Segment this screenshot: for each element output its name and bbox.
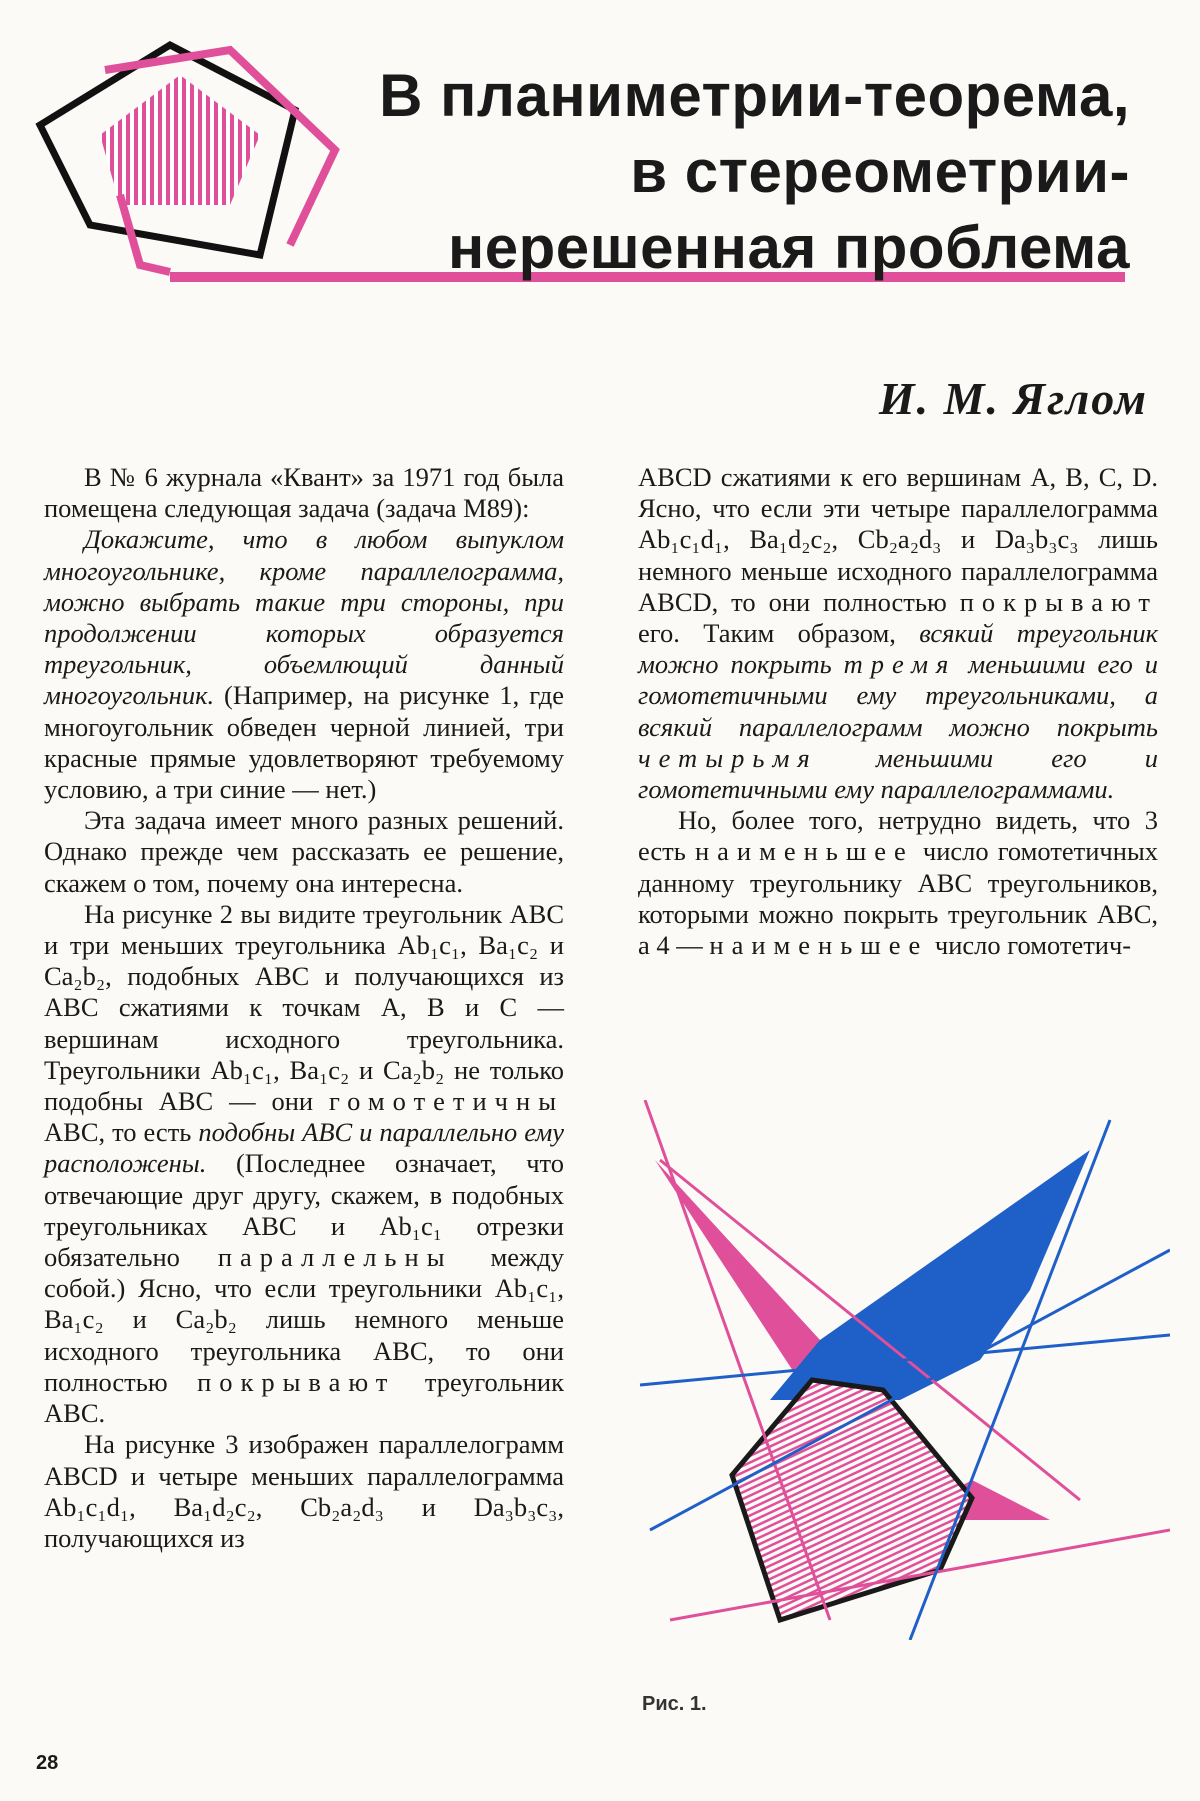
emphasis: тремя bbox=[843, 649, 957, 680]
title-line: нерешенная проблема bbox=[447, 214, 1130, 281]
emphasis: параллельны bbox=[217, 1242, 453, 1273]
figure-caption: Рис. 1. bbox=[642, 1693, 707, 1715]
figure-1 bbox=[630, 1100, 1170, 1640]
text-span: ABCD сжатиями к его вершинам A, B, C, D. Ясно, что если эти четыре параллелограмма Ab₁c₁d₁, Ba₁d₂c₂, Cb₂a₂d₃ и Da₃b₃c₃ лишь немного меньше исходного параллелограмма ABCD, то они полностью bbox=[638, 462, 1158, 617]
emphasis: четырьмя bbox=[638, 742, 818, 773]
emphasis: наименьшее bbox=[694, 836, 914, 867]
text-span: число гомотетичных данному треугольнику ABC треугольников, которыми можно покрыть треугольник ABC, а 4 — bbox=[638, 836, 1158, 961]
text-span: На рисунке 2 вы видите треугольник ABC и три меньших треугольника Ab₁c₁, Ba₁c₂ и Ca₂b₂, подобных ABC и получающихся из ABC сжатиями к точкам A, B и C — вершинам исходного треугольника. Треугольники Ab₁c₁, Ba₁c₂ и Ca₂b₂ не только подобны ABC — они bbox=[44, 898, 564, 1117]
text-span: Но, более того, нетрудно видеть, что 3 есть bbox=[638, 805, 1158, 867]
text-span: число гомотетич- bbox=[934, 930, 1132, 961]
paragraph bbox=[638, 462, 1158, 805]
emphasis: подобны ABC и параллельно ему расположены. bbox=[44, 1117, 565, 1179]
title-line: В планиметрии-теорема, bbox=[379, 62, 1130, 129]
text-span: треугольник ABC. bbox=[44, 1366, 564, 1429]
author-name: И. М. Яглом bbox=[878, 373, 1148, 424]
emphasis: меньшими его и гомотетичными ему треугольниками, а всякий параллелограмм можно покрыть bbox=[638, 649, 1158, 742]
emphasis: покрывают bbox=[197, 1366, 396, 1397]
text-span: между собой.) Ясно, что если треугольники Ab₁c₁, Ba₁c₂ и Ca₂b₂ лишь немного меньше исходного треугольника ABC, то они полностью bbox=[44, 1242, 565, 1397]
paragraph bbox=[638, 805, 1158, 961]
problem-statement: Докажите, что в любом выпуклом многоугольнике, кроме параллелограмма, можно выбрать такие три стороны, при продолжении которых образуется треугольник, объемлющий данный многоугольник. bbox=[44, 524, 564, 711]
emphasis: всякий треугольник можно покрыть bbox=[638, 618, 1158, 680]
page-number: 28 bbox=[36, 1752, 59, 1774]
article-title bbox=[230, 58, 1130, 286]
emphasis: меньшими его и гомотетичными ему параллелограммами. bbox=[638, 742, 1158, 805]
title-line: в стереометрии- bbox=[630, 138, 1130, 205]
paragraph bbox=[44, 524, 564, 805]
paragraph: В № 6 журнала «Квант» за 1971 год была помещена следующая задача (задача М89): bbox=[44, 462, 564, 524]
emphasis: покрывают bbox=[959, 586, 1159, 617]
paragraph: Эта задача имеет много разных решений. Однако прежде чем рассказать ее решение, скажем о том, почему она интересна. bbox=[44, 805, 564, 898]
text-span: его. Таким образом, bbox=[638, 618, 896, 649]
text-span: ABC, то есть bbox=[44, 1117, 192, 1148]
right-column bbox=[638, 462, 1158, 961]
left-column bbox=[44, 462, 564, 1554]
paragraph: На рисунке 3 изображен параллелограмм ABCD и четыре меньших параллелограмма Ab₁c₁d₁, Ba₁d₂c₂, Cb₂a₂d₃ и Da₃b₃c₃, получающихся из bbox=[44, 1429, 564, 1553]
text-span: (Последнее означает, что отвечающие друг другу, скажем, в подобных треугольниках ABC и Ab₁c₁ отрезки обязательно bbox=[44, 1148, 565, 1273]
emphasis: гомотетичны bbox=[328, 1086, 564, 1117]
paragraph bbox=[44, 899, 564, 1429]
emphasis: наименьшее bbox=[709, 930, 929, 961]
text-span: (Например, на рисунке 1, где многоугольник обведен черной линией, три красные прямые удовлетворяют требуемому условию, а три синие — нет.) bbox=[44, 680, 565, 805]
